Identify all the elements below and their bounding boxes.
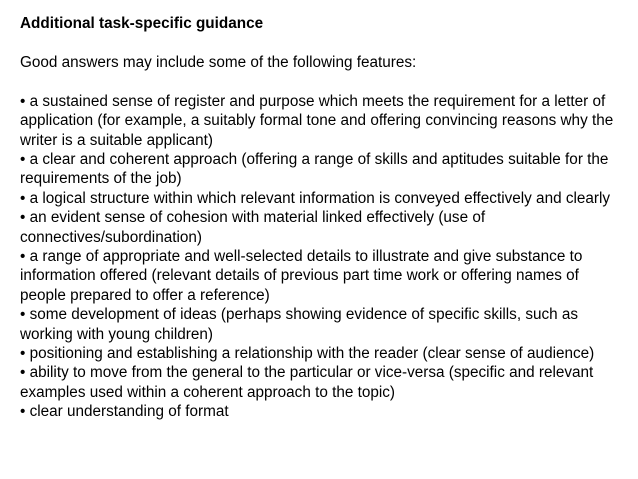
list-item: • clear understanding of format <box>20 403 229 421</box>
document-slide <box>20 14 624 422</box>
intro-text: Good answers may include some of the following features: <box>20 54 417 71</box>
list-item: • a clear and coherent approach (offering a range of skills and aptitudes suitable for the requirements of the job) <box>20 151 609 188</box>
list-item: • a sustained sense of register and purpose which meets the requirement for a letter of application (for example, a suitably formal tone and offering convincing reasons why the writer is a suitable applicant) <box>20 92 614 149</box>
list-item: • ability to move from the general to the particular or vice-versa (specific and relevant examples used within a coherent approach to the topic) <box>20 364 594 401</box>
list-item: • some development of ideas (perhaps showing evidence of specific skills, such as working with young children) <box>20 306 579 343</box>
list-item: • a logical structure within which relevant information is conveyed effectively and clearly <box>20 189 611 207</box>
document-heading: Additional task-specific guidance <box>20 15 264 32</box>
feature-list <box>20 92 624 422</box>
list-item: • a range of appropriate and well-selected details to illustrate and give substance to information offered (relevant details of previous part time work or offering names of people prepared to offer a reference) <box>20 248 583 304</box>
list-item: • positioning and establishing a relationship with the reader (clear sense of audience) <box>20 345 595 363</box>
list-item: • an evident sense of cohesion with material linked effectively (use of connectives/subordination) <box>20 209 486 246</box>
